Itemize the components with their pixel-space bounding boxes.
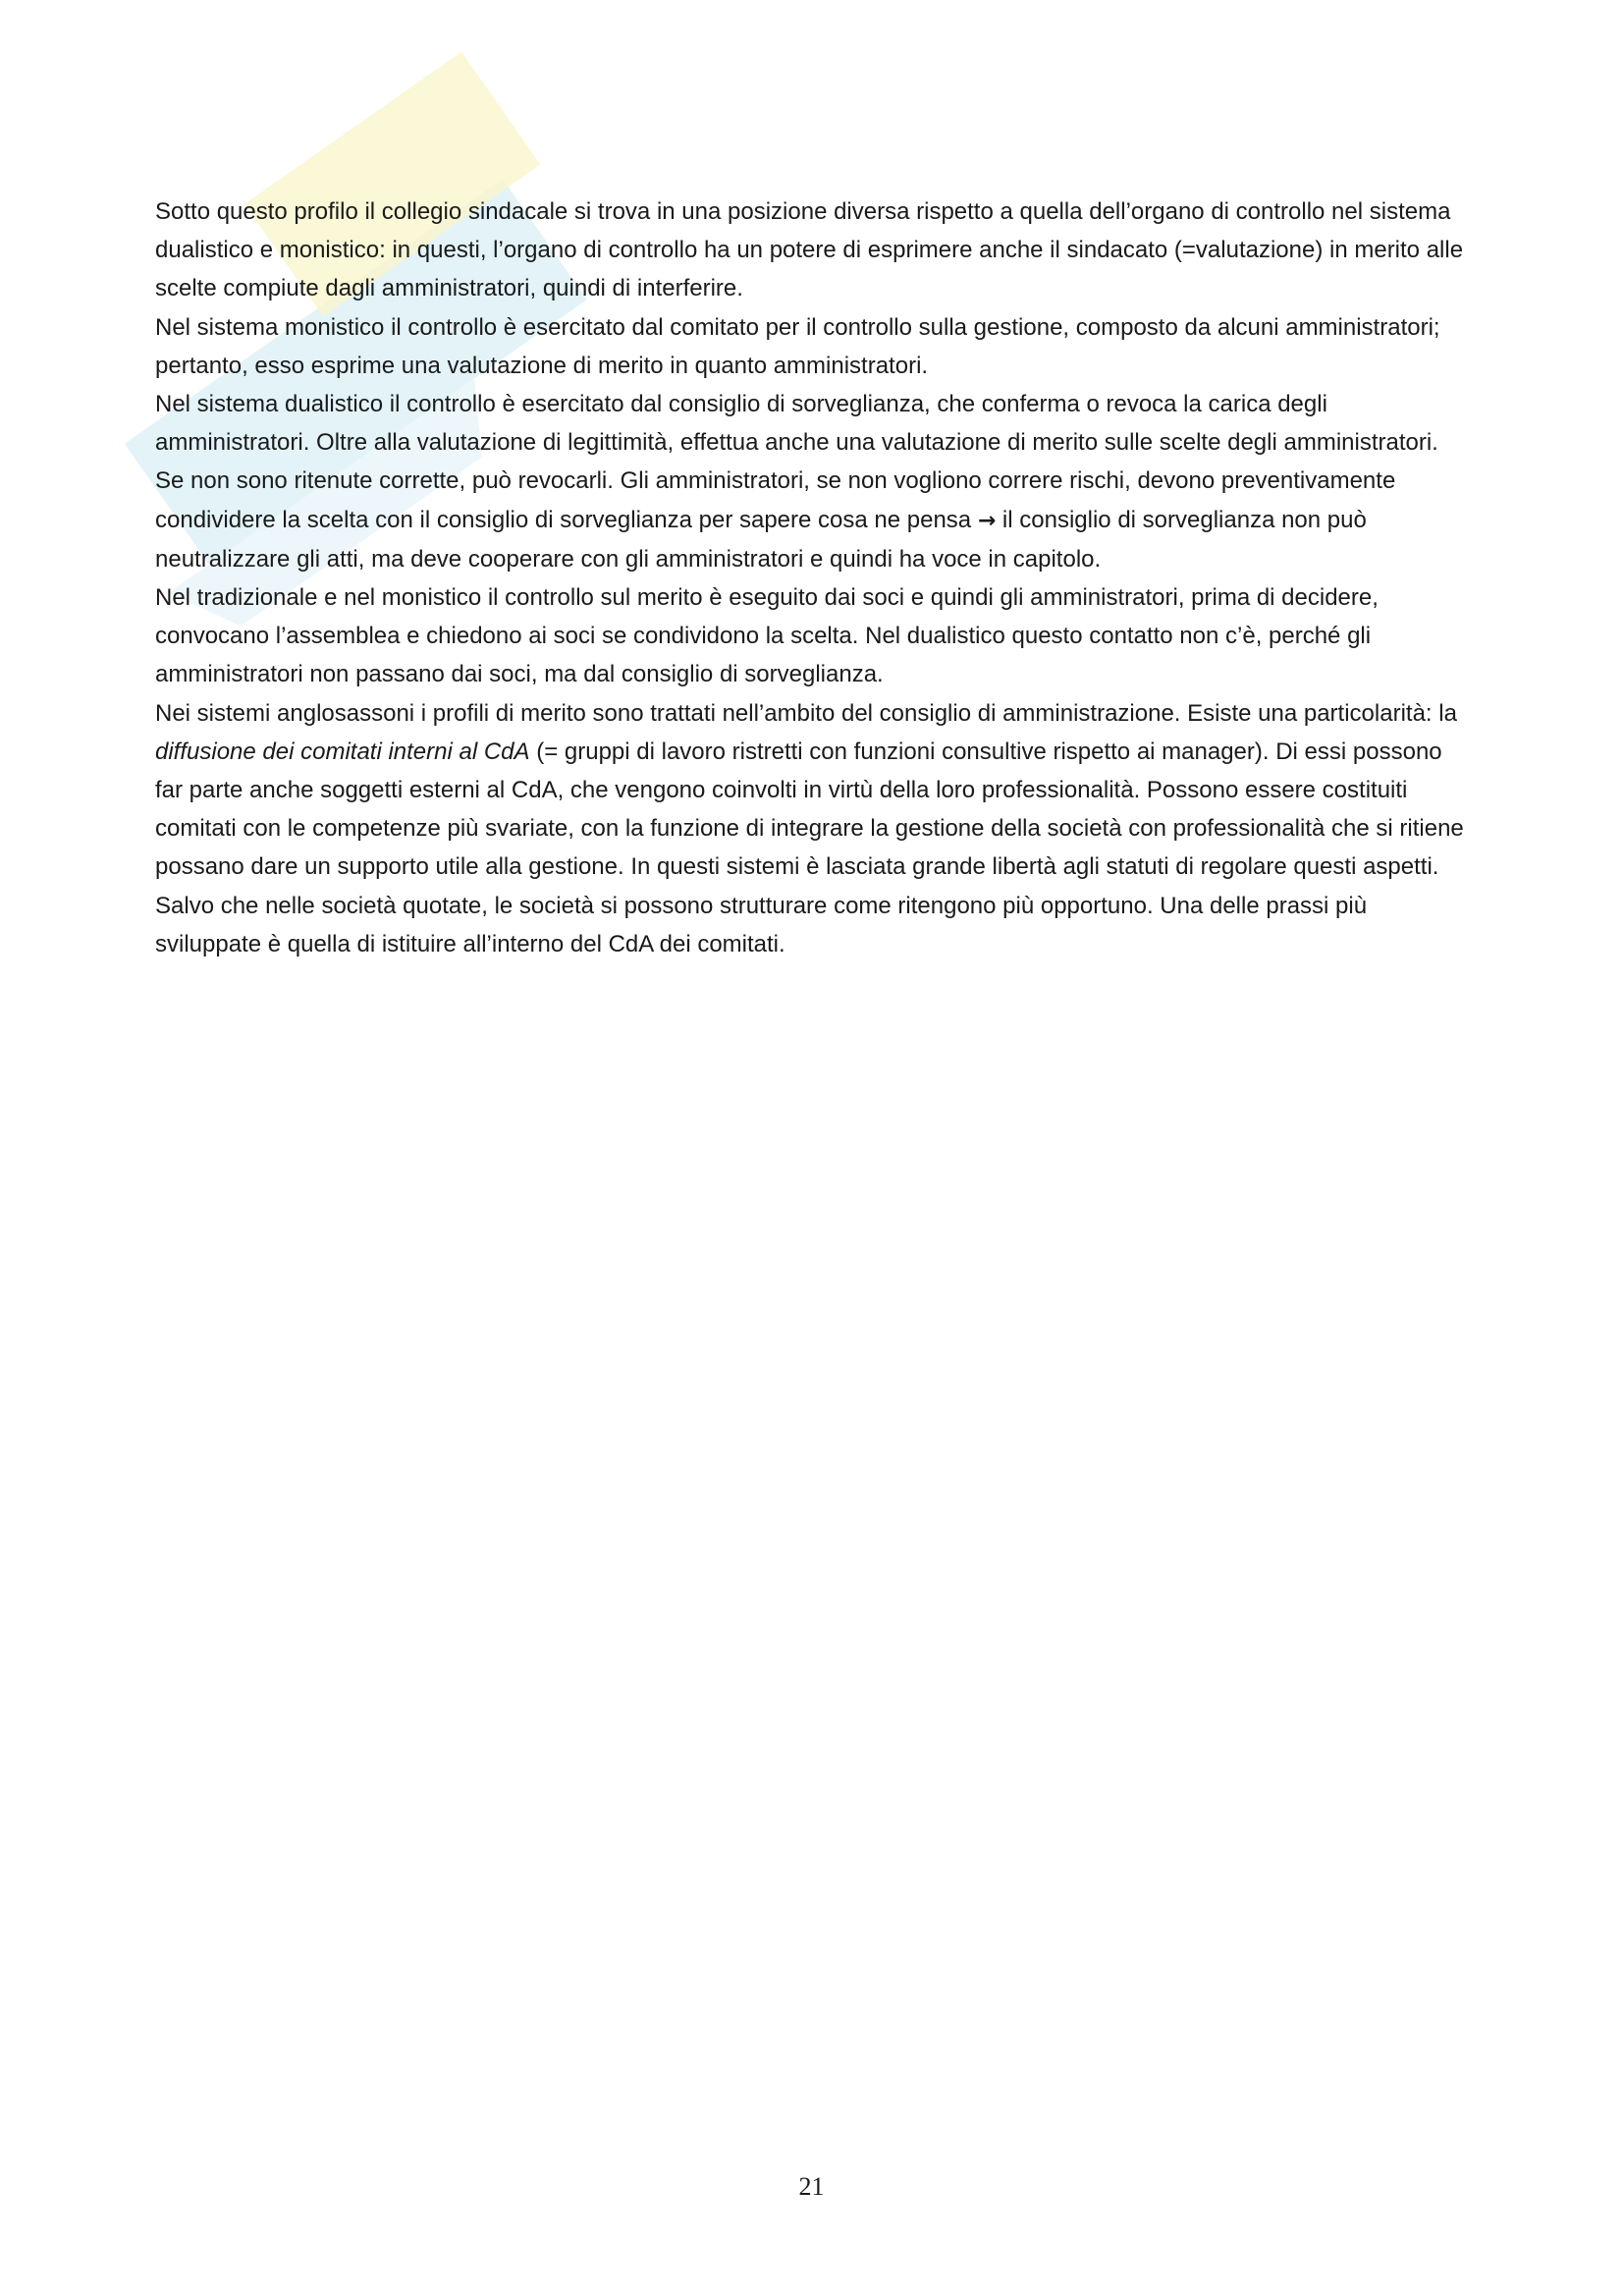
paragraph-sistema-dualistico: [155, 385, 1471, 578]
paragraph-text: Nel tradizionale e nel monistico il controllo sul merito è eseguito dai soci e quindi gli amministratori, prima di decidere, convocano l’assemblea e chiedono ai soci se condividono la scelta. Nel dualistico questo contatto non c’è, perché gli amministratori non passano dai soci, ma dal consiglio di sorveglianza.: [155, 584, 1379, 688]
paragraph-text: il consiglio di sorveglianza non può neutralizzare gli atti, ma deve cooperare con gli amministratori e quindi ha voce in capitolo.: [155, 506, 1367, 573]
paragraph-sistemi-anglosassoni: [155, 694, 1471, 963]
paragraph-sistema-monistico: [155, 308, 1471, 385]
document-body: [155, 192, 1471, 963]
paragraph-collegio-sindacale: [155, 192, 1471, 308]
page-number: 21: [798, 2172, 825, 2201]
paragraph-text: (= gruppi di lavoro ristretti con funzioni consultive rispetto ai manager). Di essi possono far parte anche soggetti esterni al CdA, che vengono coinvolti in virtù della loro professionalità. Possono essere costituiti comitati con le competenze più svariate, con la funzione di integrare la gestione della società con professionalità che si ritiene possano dare un supporto utile alla gestione. In questi sistemi è lasciata grande libertà agli statuti di regolare questi aspetti. Salvo che nelle società quotate, le società si possono strutturare come ritengono più opportuno. Una delle prassi più sviluppate è quella di istituire all’interno del CdA dei comitati.: [155, 738, 1464, 957]
right-arrow-icon: →: [977, 508, 997, 533]
paragraph-text: Nel sistema monistico il controllo è esercitato dal comitato per il controllo sulla gestione, composto da alcuni amministratori; pertanto, esso esprime una valutazione di merito in quanto amministratori.: [155, 313, 1440, 379]
paragraph-tradizionale-monistico: [155, 578, 1471, 694]
paragraph-text: Sotto questo profilo il collegio sindacale si trova in una posizione diversa rispetto a quella dell’organo di controllo nel sistema dualistico e monistico: in questi, l’organo di controllo ha un potere di esprimere anche il sindacato (=valutazione) in merito alle scelte compiute dagli amministratori, quindi di interferire.: [155, 198, 1464, 302]
italic-term: diffusione dei comitati interni al CdA: [155, 738, 530, 765]
paragraph-text: Nel sistema dualistico il controllo è esercitato dal consiglio di sorveglianza, che conferma o revoca la carica degli amministratori. Oltre alla valutazione di legittimità, effettua anche una valutazione di merito sulle scelte degli amministratori. Se non sono ritenute corrette, può revocarli. Gli amministratori, se non vogliono correre rischi, devono preventivamente condividere la scelta con il consiglio di sorveglianza per sapere cosa ne pensa: [155, 391, 1438, 533]
paragraph-text: Nei sistemi anglosassoni i profili di merito sono trattati nell’ambito del consiglio di amministrazione. Esiste una particolarità: la: [155, 699, 1457, 727]
